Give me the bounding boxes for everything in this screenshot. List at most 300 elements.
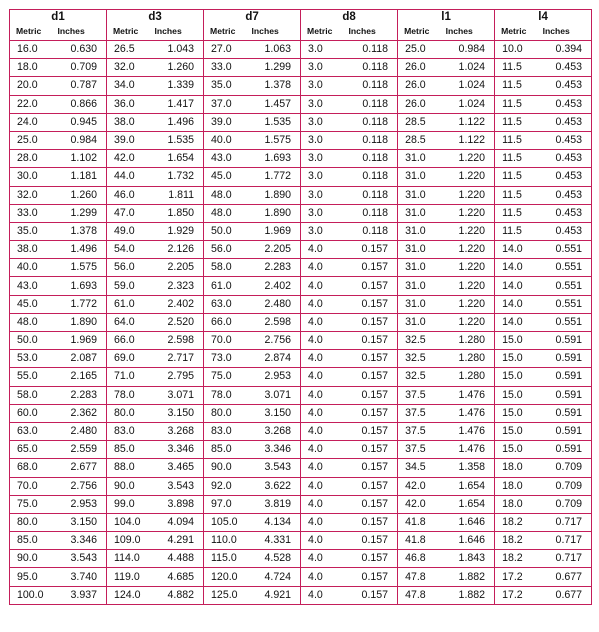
inches-cell-d3: 2.205 [153,259,204,277]
inches-cell-d7: 1.890 [250,204,301,222]
metric-cell-d8: 4.0 [301,350,347,368]
metric-cell-l4: 11.5 [495,77,541,95]
inches-cell-l4: 0.591 [541,404,592,422]
table-row [10,368,592,386]
inches-cell-d7: 1.299 [250,59,301,77]
inches-cell-d8: 0.157 [347,477,398,495]
group-header-l4: l4 [495,10,592,25]
metric-cell-d7: 48.0 [204,204,250,222]
metric-cell-d7: 80.0 [204,404,250,422]
metric-cell-l4: 15.0 [495,386,541,404]
inches-header: Inches [444,24,495,41]
inches-cell-d1: 1.260 [56,186,107,204]
inches-cell-d7: 2.402 [250,277,301,295]
inches-cell-d1: 2.953 [56,495,107,513]
inches-cell-l4: 0.453 [541,150,592,168]
inches-cell-d8: 0.118 [347,186,398,204]
inches-cell-d3: 2.520 [153,313,204,331]
inches-cell-d1: 1.102 [56,150,107,168]
inches-cell-d8: 0.118 [347,150,398,168]
metric-cell-d3: 99.0 [107,495,153,513]
group-header-d8: d8 [301,10,398,25]
inches-cell-d3: 4.094 [153,513,204,531]
metric-cell-d1: 43.0 [10,277,56,295]
inches-cell-l4: 0.551 [541,277,592,295]
inches-cell-d3: 2.795 [153,368,204,386]
inches-cell-d1: 2.480 [56,422,107,440]
metric-cell-l1: 41.8 [398,532,444,550]
inches-cell-l1: 1.280 [444,350,495,368]
inches-cell-d3: 2.323 [153,277,204,295]
metric-cell-d7: 92.0 [204,477,250,495]
group-header-d7: d7 [204,10,301,25]
inches-cell-l4: 0.551 [541,259,592,277]
inches-cell-d1: 2.677 [56,459,107,477]
inches-cell-d7: 2.874 [250,350,301,368]
metric-cell-l1: 31.0 [398,168,444,186]
inches-cell-d8: 0.157 [347,586,398,604]
metric-cell-l1: 32.5 [398,332,444,350]
metric-cell-d8: 4.0 [301,441,347,459]
metric-cell-l1: 31.0 [398,295,444,313]
metric-cell-d8: 3.0 [301,204,347,222]
metric-cell-l4: 18.2 [495,532,541,550]
inches-cell-l4: 0.394 [541,41,592,59]
metric-cell-d1: 25.0 [10,131,56,149]
inches-cell-d7: 1.969 [250,222,301,240]
inches-cell-d8: 0.118 [347,77,398,95]
metric-cell-d1: 80.0 [10,513,56,531]
table-row [10,313,592,331]
metric-cell-d7: 35.0 [204,77,250,95]
inches-cell-d3: 3.543 [153,477,204,495]
metric-header: Metric [204,24,250,41]
metric-cell-d3: 71.0 [107,368,153,386]
inches-cell-d7: 1.890 [250,186,301,204]
metric-cell-d8: 4.0 [301,241,347,259]
inches-cell-d3: 1.043 [153,41,204,59]
metric-cell-d8: 4.0 [301,532,347,550]
metric-cell-l1: 32.5 [398,368,444,386]
inches-cell-d3: 1.496 [153,113,204,131]
metric-cell-d7: 125.0 [204,586,250,604]
metric-cell-l1: 34.5 [398,459,444,477]
inches-cell-l4: 0.591 [541,332,592,350]
metric-cell-d8: 4.0 [301,459,347,477]
metric-cell-l1: 37.5 [398,422,444,440]
metric-cell-l4: 18.2 [495,513,541,531]
metric-cell-d3: 64.0 [107,313,153,331]
inches-cell-d3: 3.071 [153,386,204,404]
metric-cell-d8: 4.0 [301,332,347,350]
inches-cell-d7: 3.150 [250,404,301,422]
metric-cell-l1: 31.0 [398,313,444,331]
metric-header: Metric [107,24,153,41]
inches-cell-l1: 1.476 [444,404,495,422]
metric-cell-d1: 45.0 [10,295,56,313]
inches-cell-l4: 0.709 [541,459,592,477]
metric-cell-d8: 4.0 [301,477,347,495]
metric-cell-l4: 11.5 [495,131,541,149]
metric-cell-d1: 22.0 [10,95,56,113]
metric-cell-d3: 88.0 [107,459,153,477]
inches-cell-d8: 0.118 [347,204,398,222]
table-row [10,586,592,604]
inches-cell-l4: 0.591 [541,368,592,386]
inches-cell-d3: 2.717 [153,350,204,368]
table-row [10,350,592,368]
metric-cell-d8: 4.0 [301,404,347,422]
metric-cell-d3: 104.0 [107,513,153,531]
metric-cell-d8: 4.0 [301,568,347,586]
metric-cell-d8: 3.0 [301,113,347,131]
inches-cell-d3: 4.685 [153,568,204,586]
inches-cell-d8: 0.118 [347,95,398,113]
table-row [10,186,592,204]
inches-cell-l1: 0.984 [444,41,495,59]
inches-cell-d3: 1.260 [153,59,204,77]
inches-cell-d1: 3.937 [56,586,107,604]
inches-cell-l1: 1.024 [444,59,495,77]
inches-cell-l4: 0.677 [541,586,592,604]
inches-cell-l1: 1.220 [444,150,495,168]
inches-cell-d1: 1.378 [56,222,107,240]
metric-cell-l4: 14.0 [495,277,541,295]
metric-cell-d8: 3.0 [301,95,347,113]
metric-cell-d1: 33.0 [10,204,56,222]
inches-cell-d8: 0.157 [347,532,398,550]
metric-cell-d7: 115.0 [204,550,250,568]
inches-cell-d8: 0.118 [347,113,398,131]
metric-cell-l4: 17.2 [495,568,541,586]
inches-cell-d7: 2.598 [250,313,301,331]
inches-cell-l1: 1.476 [444,441,495,459]
metric-cell-d7: 58.0 [204,259,250,277]
metric-cell-l4: 18.2 [495,550,541,568]
table-row [10,459,592,477]
inches-cell-d3: 4.291 [153,532,204,550]
metric-cell-d1: 63.0 [10,422,56,440]
metric-cell-d8: 4.0 [301,368,347,386]
metric-header: Metric [398,24,444,41]
metric-cell-d3: 124.0 [107,586,153,604]
metric-cell-d8: 4.0 [301,313,347,331]
metric-cell-l4: 15.0 [495,368,541,386]
table-row [10,77,592,95]
dimension-table [9,9,592,605]
inches-cell-l1: 1.476 [444,386,495,404]
inches-cell-d1: 0.630 [56,41,107,59]
metric-cell-d1: 95.0 [10,568,56,586]
inches-cell-l4: 0.591 [541,441,592,459]
metric-cell-d8: 4.0 [301,513,347,531]
metric-cell-l1: 31.0 [398,241,444,259]
metric-cell-d8: 4.0 [301,277,347,295]
inches-cell-l4: 0.677 [541,568,592,586]
inches-cell-l4: 0.453 [541,204,592,222]
metric-cell-d7: 66.0 [204,313,250,331]
inches-cell-d3: 1.811 [153,186,204,204]
inches-cell-d1: 0.866 [56,95,107,113]
metric-cell-d1: 60.0 [10,404,56,422]
inches-cell-d7: 3.819 [250,495,301,513]
inches-cell-d3: 4.488 [153,550,204,568]
metric-cell-d3: 34.0 [107,77,153,95]
inches-cell-d1: 2.362 [56,404,107,422]
metric-cell-d1: 28.0 [10,150,56,168]
metric-cell-d8: 3.0 [301,168,347,186]
table-row [10,513,592,531]
metric-cell-d3: 85.0 [107,441,153,459]
metric-cell-d3: 80.0 [107,404,153,422]
metric-cell-l4: 11.5 [495,113,541,131]
table-row [10,532,592,550]
metric-cell-d7: 63.0 [204,295,250,313]
metric-cell-d7: 120.0 [204,568,250,586]
inches-cell-l4: 0.453 [541,222,592,240]
inches-cell-d1: 1.772 [56,295,107,313]
inches-cell-l1: 1.646 [444,532,495,550]
metric-cell-d8: 3.0 [301,186,347,204]
inches-cell-d7: 4.528 [250,550,301,568]
inches-cell-d1: 2.756 [56,477,107,495]
inches-cell-l1: 1.220 [444,259,495,277]
inches-cell-d8: 0.157 [347,386,398,404]
inches-cell-l1: 1.024 [444,77,495,95]
table-row [10,441,592,459]
metric-cell-d3: 83.0 [107,422,153,440]
inches-cell-d7: 2.953 [250,368,301,386]
metric-cell-d3: 109.0 [107,532,153,550]
inches-cell-l4: 0.591 [541,350,592,368]
inches-cell-l1: 1.220 [444,241,495,259]
inches-cell-l1: 1.220 [444,295,495,313]
metric-cell-d7: 45.0 [204,168,250,186]
metric-cell-d8: 3.0 [301,150,347,168]
metric-cell-d8: 4.0 [301,495,347,513]
metric-cell-d7: 85.0 [204,441,250,459]
metric-cell-l4: 11.5 [495,168,541,186]
inches-cell-l1: 1.122 [444,131,495,149]
inches-cell-l4: 0.591 [541,422,592,440]
metric-cell-l1: 31.0 [398,186,444,204]
inches-cell-l4: 0.551 [541,295,592,313]
inches-cell-d7: 4.134 [250,513,301,531]
table-row [10,204,592,222]
group-header-d3: d3 [107,10,204,25]
inches-cell-d8: 0.118 [347,59,398,77]
metric-cell-d7: 70.0 [204,332,250,350]
inches-cell-d8: 0.157 [347,459,398,477]
inches-cell-d1: 3.150 [56,513,107,531]
inches-cell-l1: 1.280 [444,332,495,350]
metric-cell-d1: 58.0 [10,386,56,404]
metric-cell-l1: 31.0 [398,150,444,168]
metric-cell-d8: 4.0 [301,422,347,440]
metric-cell-l1: 42.0 [398,495,444,513]
inches-cell-l4: 0.551 [541,241,592,259]
table-row [10,259,592,277]
metric-cell-l4: 15.0 [495,350,541,368]
metric-cell-l1: 37.5 [398,441,444,459]
inches-cell-d8: 0.157 [347,332,398,350]
inches-header: Inches [541,24,592,41]
inches-cell-l4: 0.551 [541,313,592,331]
inches-cell-d3: 1.732 [153,168,204,186]
inches-cell-l4: 0.453 [541,131,592,149]
metric-cell-l1: 41.8 [398,513,444,531]
inches-cell-d3: 1.535 [153,131,204,149]
inches-cell-l4: 0.453 [541,77,592,95]
inches-cell-d1: 3.740 [56,568,107,586]
inches-cell-l1: 1.220 [444,313,495,331]
inches-header: Inches [153,24,204,41]
metric-cell-d8: 4.0 [301,550,347,568]
metric-cell-d1: 18.0 [10,59,56,77]
metric-cell-d1: 24.0 [10,113,56,131]
table-body [10,41,592,605]
inches-cell-d1: 2.087 [56,350,107,368]
inches-cell-l1: 1.476 [444,422,495,440]
table-row [10,295,592,313]
metric-cell-l1: 31.0 [398,204,444,222]
inches-cell-l1: 1.654 [444,477,495,495]
metric-cell-d8: 3.0 [301,222,347,240]
table-row [10,168,592,186]
metric-cell-l4: 17.2 [495,586,541,604]
table-row [10,222,592,240]
inches-cell-d1: 2.283 [56,386,107,404]
table-row [10,568,592,586]
metric-cell-d1: 50.0 [10,332,56,350]
metric-cell-l4: 11.5 [495,186,541,204]
metric-cell-d3: 49.0 [107,222,153,240]
inches-cell-l1: 1.220 [444,277,495,295]
metric-cell-l1: 42.0 [398,477,444,495]
metric-header: Metric [301,24,347,41]
metric-cell-d3: 114.0 [107,550,153,568]
inches-cell-d7: 4.921 [250,586,301,604]
metric-cell-d1: 38.0 [10,241,56,259]
metric-cell-l4: 14.0 [495,241,541,259]
inches-cell-d1: 1.575 [56,259,107,277]
table-row [10,477,592,495]
inches-cell-d3: 3.465 [153,459,204,477]
table-row [10,241,592,259]
inches-cell-l1: 1.882 [444,568,495,586]
metric-cell-d7: 27.0 [204,41,250,59]
inches-cell-d3: 1.417 [153,95,204,113]
inches-cell-l4: 0.591 [541,386,592,404]
dimension-table-container [9,9,591,605]
metric-cell-d8: 3.0 [301,77,347,95]
table-row [10,277,592,295]
inches-cell-l1: 1.280 [444,368,495,386]
metric-cell-d7: 43.0 [204,150,250,168]
inches-cell-d7: 1.772 [250,168,301,186]
inches-cell-d3: 1.654 [153,150,204,168]
metric-cell-d3: 42.0 [107,150,153,168]
metric-cell-d1: 90.0 [10,550,56,568]
metric-cell-l4: 18.0 [495,459,541,477]
inches-cell-l1: 1.122 [444,113,495,131]
metric-cell-d1: 40.0 [10,259,56,277]
inches-cell-d3: 3.898 [153,495,204,513]
metric-cell-d3: 69.0 [107,350,153,368]
inches-cell-d3: 3.150 [153,404,204,422]
metric-cell-d7: 33.0 [204,59,250,77]
inches-cell-l4: 0.453 [541,113,592,131]
metric-cell-d3: 36.0 [107,95,153,113]
inches-cell-d7: 1.693 [250,150,301,168]
metric-cell-l1: 47.8 [398,568,444,586]
metric-cell-d1: 65.0 [10,441,56,459]
inches-cell-l4: 0.709 [541,495,592,513]
metric-cell-d3: 61.0 [107,295,153,313]
inches-cell-d7: 2.283 [250,259,301,277]
inches-cell-d7: 1.063 [250,41,301,59]
metric-cell-l1: 28.5 [398,113,444,131]
metric-cell-l1: 31.0 [398,222,444,240]
metric-cell-l4: 14.0 [495,259,541,277]
inches-cell-l1: 1.220 [444,222,495,240]
table-row [10,332,592,350]
inches-cell-l1: 1.843 [444,550,495,568]
inches-cell-l1: 1.882 [444,586,495,604]
metric-cell-d1: 16.0 [10,41,56,59]
inches-cell-d7: 3.268 [250,422,301,440]
inches-header: Inches [56,24,107,41]
metric-cell-d8: 3.0 [301,131,347,149]
metric-cell-l4: 18.0 [495,477,541,495]
inches-cell-l4: 0.717 [541,550,592,568]
metric-cell-l4: 15.0 [495,404,541,422]
metric-cell-l1: 26.0 [398,77,444,95]
metric-cell-d1: 85.0 [10,532,56,550]
metric-cell-d7: 50.0 [204,222,250,240]
metric-cell-d1: 68.0 [10,459,56,477]
metric-cell-d8: 4.0 [301,259,347,277]
metric-cell-d7: 83.0 [204,422,250,440]
inches-cell-d7: 1.457 [250,95,301,113]
group-header-l1: l1 [398,10,495,25]
table-row [10,422,592,440]
metric-cell-d3: 38.0 [107,113,153,131]
metric-cell-l1: 26.0 [398,95,444,113]
metric-cell-d3: 119.0 [107,568,153,586]
inches-cell-d8: 0.157 [347,550,398,568]
metric-cell-d1: 55.0 [10,368,56,386]
inches-cell-d7: 3.543 [250,459,301,477]
metric-cell-d3: 78.0 [107,386,153,404]
metric-cell-d8: 3.0 [301,59,347,77]
metric-cell-l1: 37.5 [398,386,444,404]
inches-cell-l4: 0.453 [541,59,592,77]
metric-cell-l4: 11.5 [495,222,541,240]
metric-cell-l1: 25.0 [398,41,444,59]
inches-cell-d8: 0.118 [347,168,398,186]
inches-cell-d8: 0.118 [347,41,398,59]
inches-cell-l4: 0.709 [541,477,592,495]
inches-cell-d1: 1.299 [56,204,107,222]
metric-cell-l4: 14.0 [495,313,541,331]
metric-cell-d8: 4.0 [301,586,347,604]
inches-cell-l1: 1.220 [444,204,495,222]
metric-cell-l1: 28.5 [398,131,444,149]
metric-cell-d3: 54.0 [107,241,153,259]
metric-cell-d7: 97.0 [204,495,250,513]
inches-cell-d8: 0.157 [347,350,398,368]
